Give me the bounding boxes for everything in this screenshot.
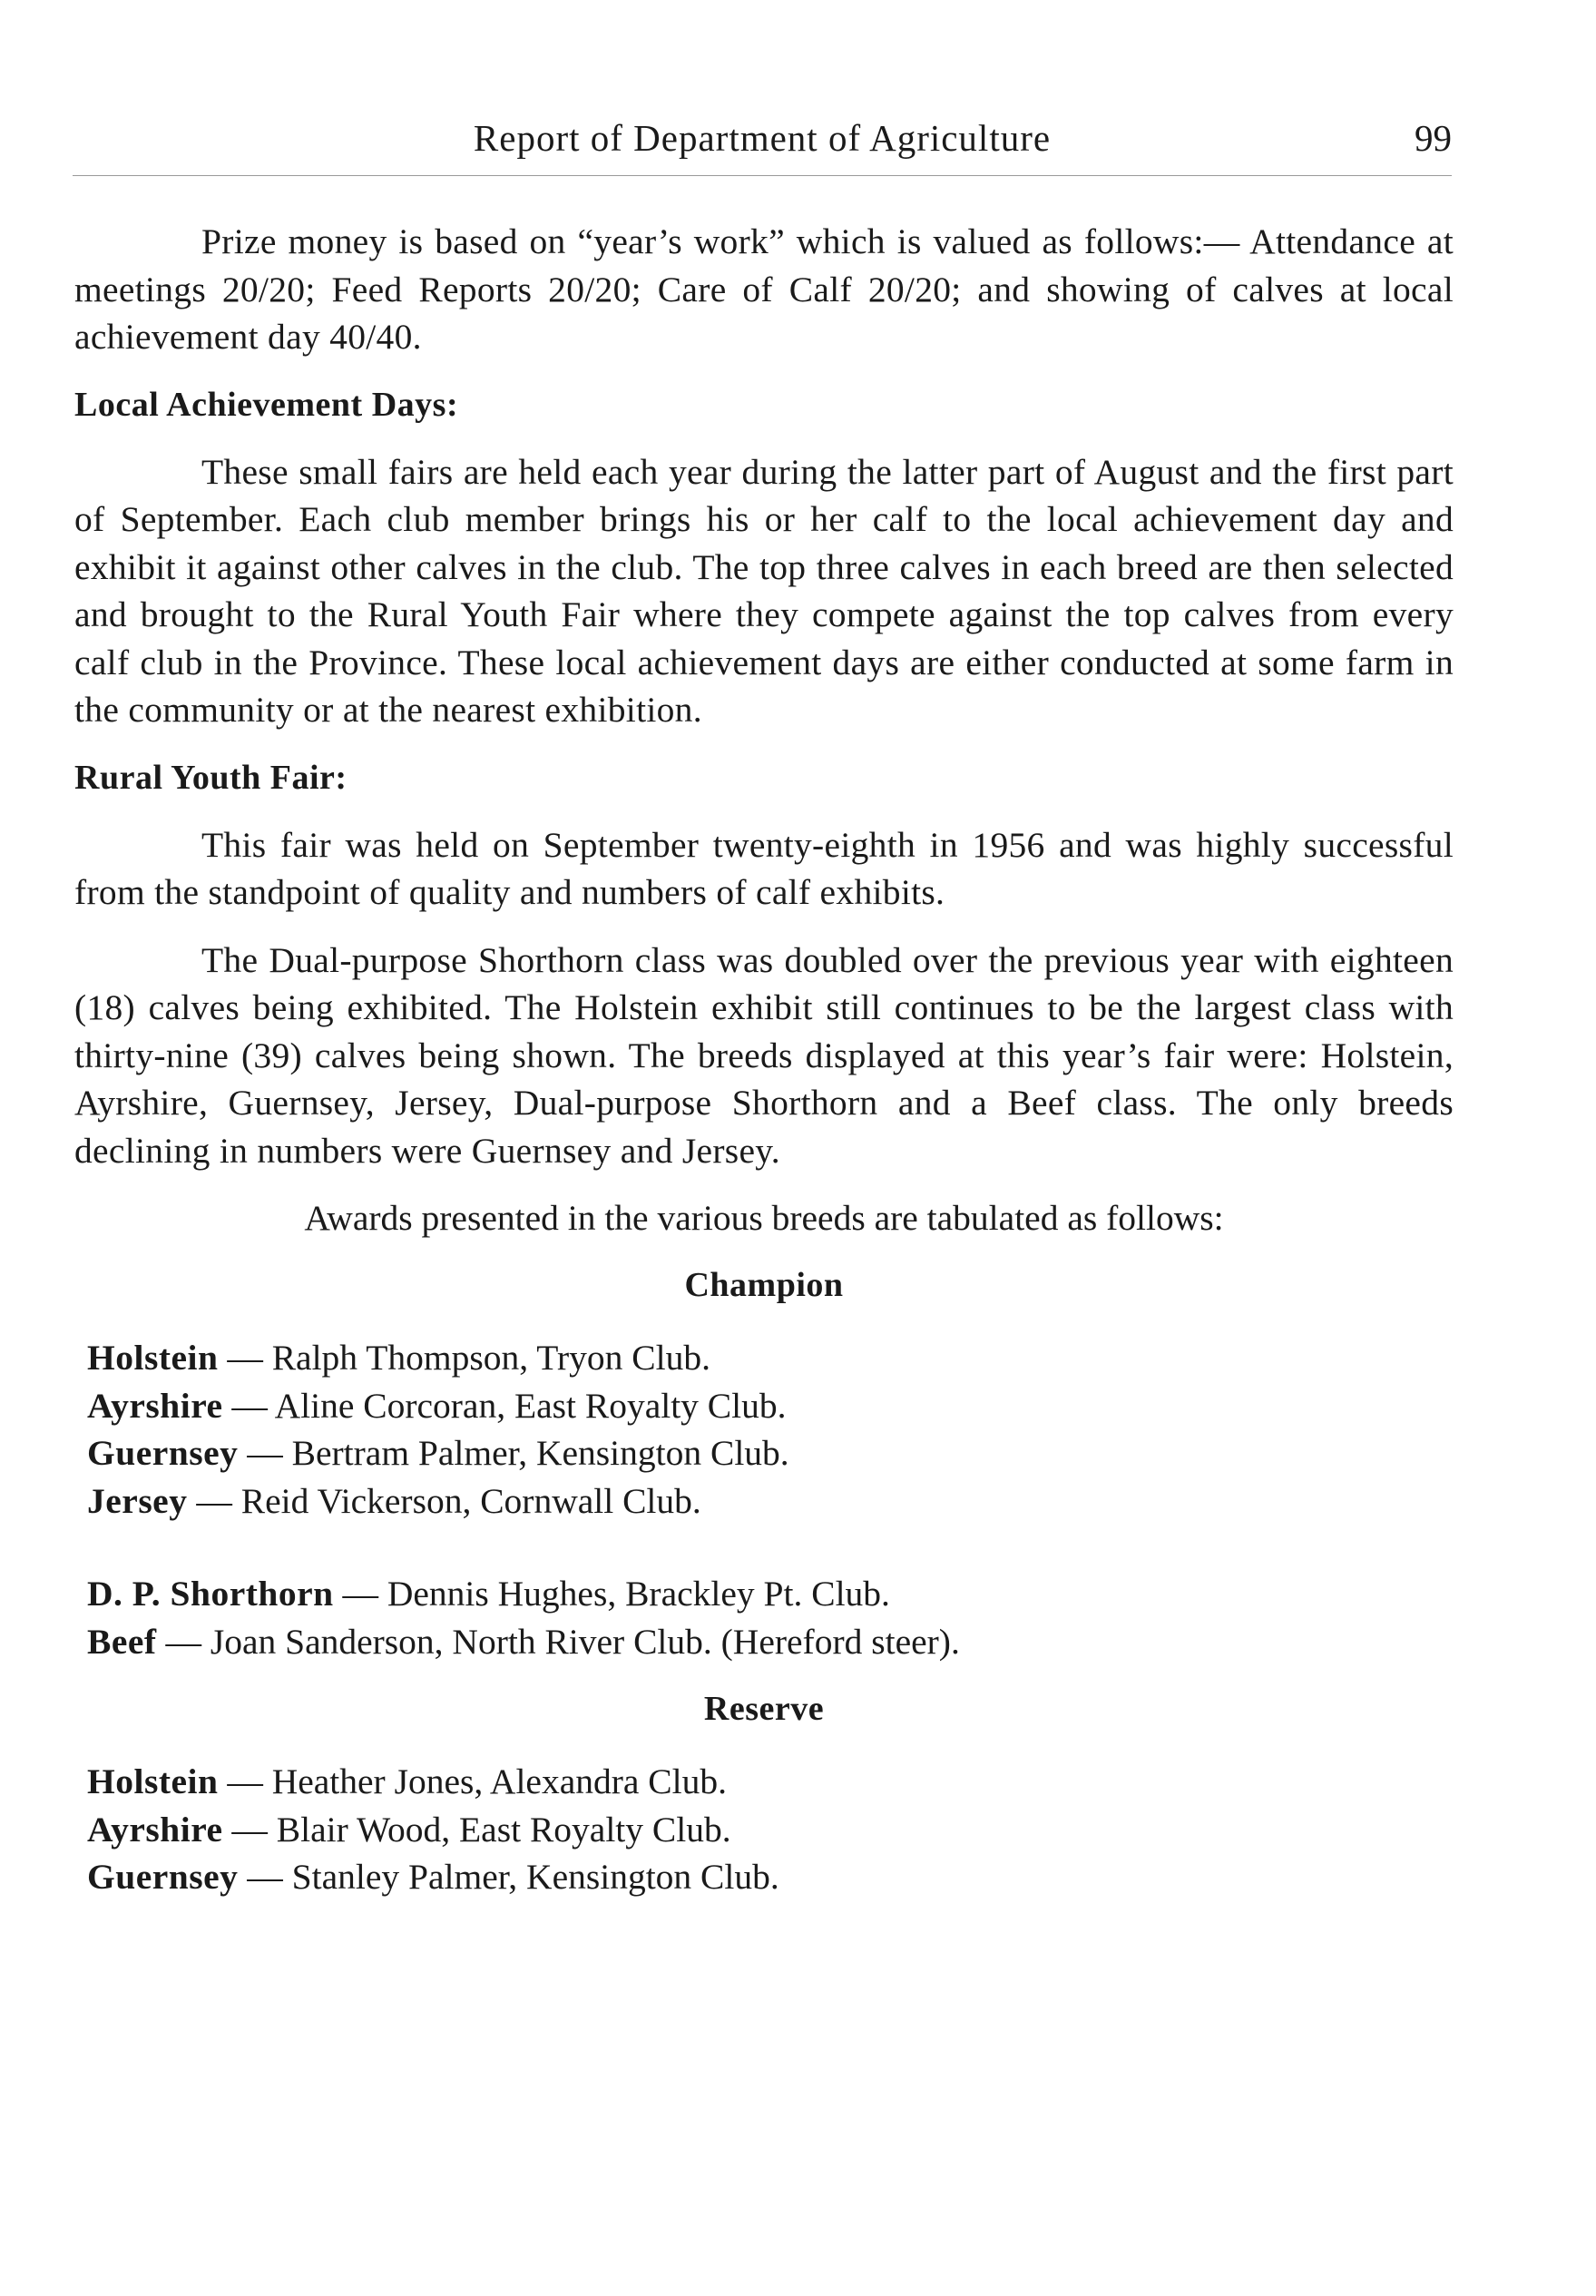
award-breed: D. P. Shorthorn xyxy=(87,1574,334,1614)
award-winner: — Bertram Palmer, Kensington Club. xyxy=(247,1433,789,1473)
award-winner: — Heather Jones, Alexandra Club. xyxy=(227,1761,727,1801)
fair-paragraph-1: This fair was held on September twenty-eighth in 1956 and was highly successful from the standpoint of quality and numbers of calf exhibits. xyxy=(74,824,1454,912)
award-row xyxy=(74,1570,1454,1618)
award-winner: — Stanley Palmer, Kensington Club. xyxy=(247,1857,779,1897)
rural-youth-fair-heading: Rural Youth Fair: xyxy=(74,758,348,797)
awards-intro: Awards presented in the various breeds are tabulated as follows: xyxy=(304,1198,1224,1238)
award-winner: — Joan Sanderson, North River Club. (Hereford steer). xyxy=(165,1621,960,1662)
running-title: Report of Department of Agriculture xyxy=(473,117,1052,159)
award-breed: Ayrshire xyxy=(87,1809,223,1850)
body-content xyxy=(74,218,1454,1901)
award-breed: Holstein xyxy=(87,1338,219,1378)
award-winner: — Ralph Thompson, Tryon Club. xyxy=(227,1338,710,1378)
local-achievement-heading: Local Achievement Days: xyxy=(74,385,459,424)
champion-heading: Champion xyxy=(684,1266,844,1304)
award-winner: — Blair Wood, East Royalty Club. xyxy=(231,1809,731,1850)
award-row xyxy=(74,1758,1454,1806)
header-rule xyxy=(73,175,1452,176)
award-row xyxy=(74,1806,1454,1854)
award-row xyxy=(74,1477,1454,1526)
local-achievement-paragraph: These small fairs are held each year during the latter part of August and the first part of September. Each club member brings his or her calf to the local achievement day and exhibit it against other calves in the club. The top three calves in each breed are then selected and brought to the Rural Youth Fair where they compete against the top calves from every calf club in the Province. These local achievement days are either conducted at some farm in the community or at the nearest exhibition. xyxy=(74,451,1454,730)
award-winner: — Aline Corcoran, East Royalty Club. xyxy=(231,1385,787,1426)
reserve-list xyxy=(74,1758,1454,1901)
award-breed: Holstein xyxy=(87,1761,219,1801)
page-number: 99 xyxy=(1415,117,1452,159)
award-row xyxy=(74,1382,1454,1430)
award-winner: — Dennis Hughes, Brackley Pt. Club. xyxy=(342,1574,890,1614)
award-row xyxy=(74,1853,1454,1901)
award-row xyxy=(74,1334,1454,1382)
award-breed: Guernsey xyxy=(87,1433,239,1473)
champion-list xyxy=(74,1334,1454,1665)
award-winner: — Reid Vickerson, Cornwall Club. xyxy=(196,1480,701,1521)
award-row xyxy=(74,1618,1454,1666)
fair-paragraph-2: The Dual-purpose Shorthorn class was doubled over the previous year with eighteen (18) calves being exhibited. The Holstein exhibit still continues to be the largest class with thirty-nine (39) calves being shown. The breeds displayed at this year’s fair were: Holstein, Ayrshire, Guernsey, Jersey, Dual-purpose Shorthorn and a Beef class. The only breeds declining in numbers were Guernsey and Jersey. xyxy=(74,939,1454,1171)
award-breed: Guernsey xyxy=(87,1857,239,1897)
award-breed: Ayrshire xyxy=(87,1385,223,1426)
reserve-heading: Reserve xyxy=(703,1690,825,1728)
running-head xyxy=(73,116,1452,171)
award-breed: Jersey xyxy=(87,1480,188,1521)
prize-money-paragraph: Prize money is based on “year’s work” which is valued as follows:— Attendance at meetings 20/20; Feed Reports 20/20; Care of Calf 20/20; and showing of calves at local achievement day 40/40. xyxy=(74,221,1454,357)
award-breed: Beef xyxy=(87,1621,157,1662)
award-row xyxy=(74,1429,1454,1477)
